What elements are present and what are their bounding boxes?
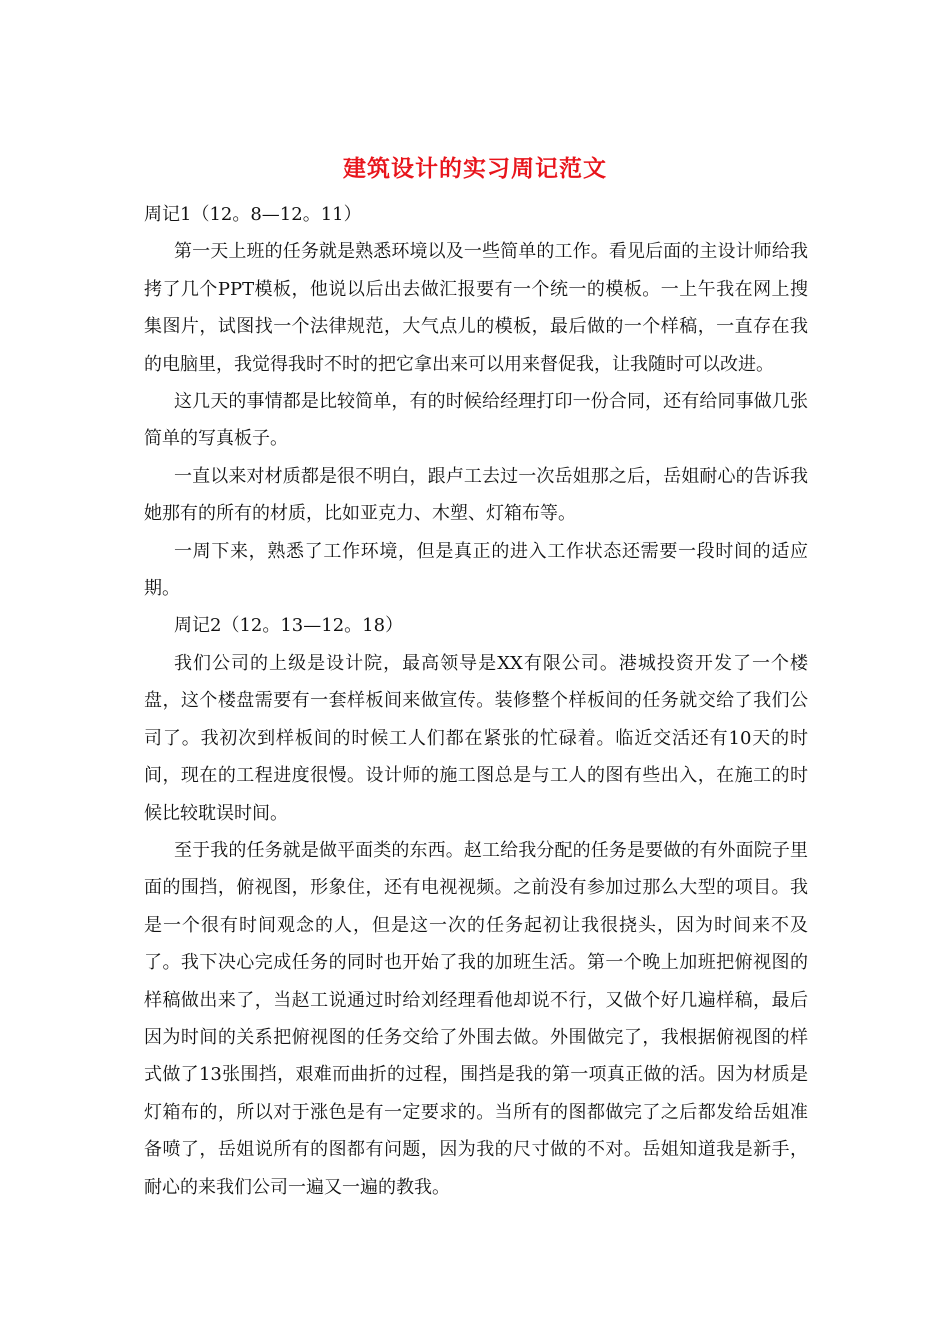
document-body bbox=[144, 196, 808, 1206]
week1-paragraph-4: 一周下来，熟悉了工作环境，但是真正的进入工作状态还需要一段时间的适应期。 bbox=[144, 540, 808, 600]
week1-paragraph-3: 一直以来对材质都是很不明白，跟卢工去过一次岳姐那之后，岳姐耐心的告诉我她那有的所有的材质，比如亚克力、木塑、灯箱布等。 bbox=[144, 465, 808, 525]
week1-paragraph-1: 第一天上班的任务就是熟悉环境以及一些简单的工作。看见后面的主设计师给我拷了几个PPT模板，他说以后出去做汇报要有一个统一的模板。一上午我在网上搜集图片，试图找一个法律规范，大气点儿的模板，最后做的一个样稿，一直存在我的电脑里，我觉得我时不时的把它拿出来可以用来督促我，让我随时可以改进。 bbox=[144, 241, 808, 375]
week2-paragraph-1: 我们公司的上级是设计院，最高领导是XX有限公司。港城投资开发了一个楼盘，这个楼盘需要有一套样板间来做宣传。装修整个样板间的任务就交给了我们公司了。我初次到样板间的时候工人们都在紧张的忙碌着。临近交活还有10天的时间，现在的工程进度很慢。设计师的施工图总是与工人的图有些出入，在施工的时候比较耽误时间。 bbox=[144, 652, 808, 824]
week1-heading: 周记1（12。8—12。11） bbox=[144, 204, 362, 225]
week2-heading: 周记2（12。13—12。18） bbox=[174, 615, 404, 637]
document-title: 建筑设计的实习周记范文 bbox=[343, 155, 607, 182]
week2-paragraph-2: 至于我的任务就是做平面类的东西。赵工给我分配的任务是要做的有外面院子里面的围挡，俯视图，形象住，还有电视视频。之前没有参加过那么大型的项目。我是一个很有时间观念的人，但是这一次的任务起初让我很挠头，因为时间来不及了。我下决心完成任务的同时也开始了我的加班生活。第一个晚上加班把俯视图的样稿做出来了，当赵工说通过时给刘经理看他却说不行，又做个好几遍样稿，最后因为时间的关系把俯视图的任务交给了外围去做。外围做完了，我根据俯视图的样式做了13张围挡，艰难而曲折的过程，围挡是我的第一项真正做的活。因为材质是灯箱布的，所以对于涨色是有一定要求的。当所有的图都做完了之后都发给岳姐准备喷了，岳姐说所有的图都有问题，因为我的尺寸做的不对。岳姐知道我是新手，耐心的来我们公司一遍又一遍的教我。 bbox=[144, 839, 808, 1198]
week1-paragraph-2: 这几天的事情都是比较简单，有的时候给经理打印一份合同，还有给同事做几张简单的写真板子。 bbox=[144, 391, 808, 450]
